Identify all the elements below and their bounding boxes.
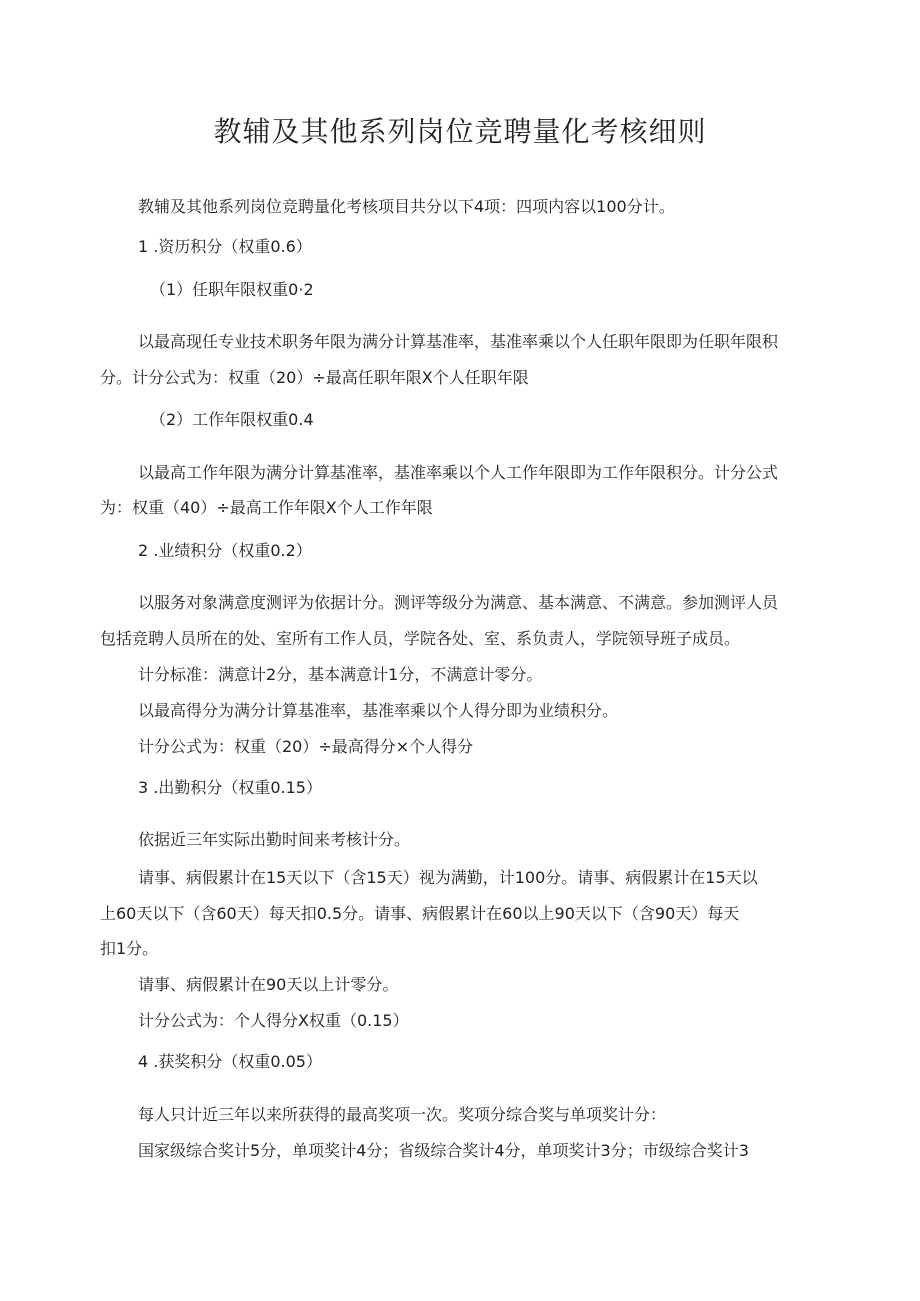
section-4-heading: 4 .获奖积分（权重0.05） [138,1052,322,1071]
intro-paragraph: 教辅及其他系列岗位竞聘量化考核项目共分以下4项：四项内容以100分计。 [138,197,675,216]
paragraph-line: 以最高得分为满分计算基准率，基准率乘以个人得分即为业绩积分。 [138,701,619,720]
paragraph-line: 为：权重（40）÷最高工作年限X个人工作年限 [100,498,433,517]
paragraph-line: 每人只计近三年以来所获得的最高奖项一次。奖项分综合奖与单项奖计分： [138,1105,667,1124]
paragraph-line: 包括竞聘人员所在的处、室所有工作人员，学院各处、室、系负责人，学院领导班子成员。 [100,629,741,648]
paragraph-line: 计分公式为：权重（20）÷最高得分×个人得分 [138,737,474,756]
paragraph-line: 以最高工作年限为满分计算基准率，基准率乘以个人工作年限即为工作年限积分。计分公式 [138,463,779,482]
paragraph-line: 以最高现任专业技术职务年限为满分计算基准率，基准率乘以个人任职年限即为任职年限积 [138,332,779,351]
paragraph-line: 请事、病假累计在15天以下（含15天）视为满勤，计100分。请事、病假累计在15天以 [138,868,758,887]
section-1-heading: 1 .资历积分（权重0.6） [138,237,312,256]
paragraph-line: 计分标准：满意计2分，基本满意计1分，不满意计零分。 [138,665,543,684]
paragraph-line: 扣1分。 [100,939,159,958]
section-3-heading: 3 .出勤积分（权重0.15） [138,778,322,797]
paragraph-line: 依据近三年实际出勤时间来考核计分。 [138,830,411,849]
subsection-1-2-heading: （2）工作年限权重0.4 [150,410,314,429]
document-title: 教辅及其他系列岗位竞聘量化考核细则 [213,115,707,148]
subsection-1-1-heading: （1）任职年限权重0·2 [150,280,314,299]
section-2-heading: 2 .业绩积分（权重0.2） [138,541,312,560]
paragraph-line: 上60天以下（含60天）每天扣0.5分。请事、病假累计在60以上90天以下（含90天）每天 [100,904,740,923]
paragraph-line: 以服务对象满意度测评为依据计分。测评等级分为满意、基本满意、不满意。参加测评人员 [138,593,779,612]
paragraph-line: 国家级综合奖计5分，单项奖计4分；省级综合奖计4分，单项奖计3分；市级综合奖计3 [138,1141,749,1160]
paragraph-line: 分。计分公式为：权重（20）÷最高任职年限X个人任职年限 [100,368,529,387]
paragraph-line: 计分公式为：个人得分X权重（0.15） [138,1011,409,1030]
paragraph-line: 请事、病假累计在90天以上计零分。 [138,975,399,994]
